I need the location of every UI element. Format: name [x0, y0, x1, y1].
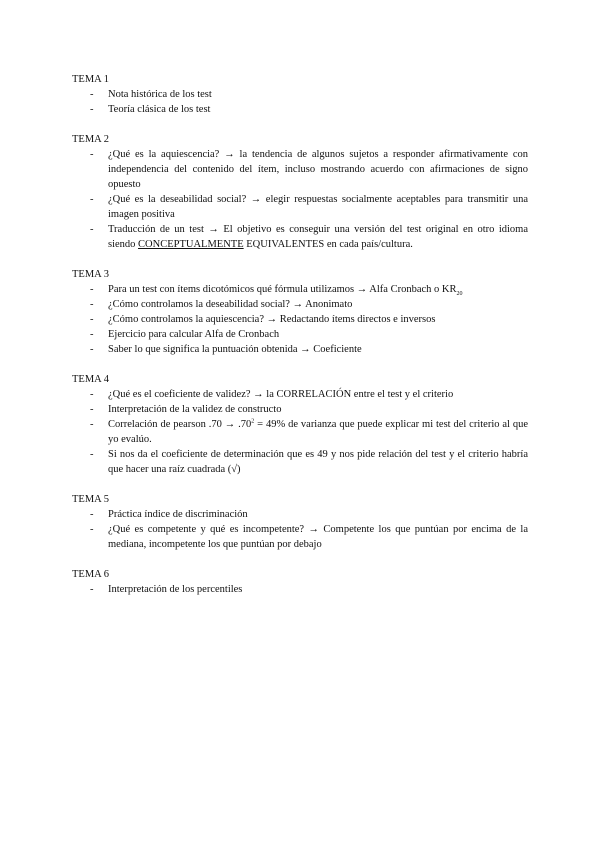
underlined-term: CONCEPTUALMENTE — [138, 239, 244, 250]
item-list — [72, 282, 528, 357]
list-item: - ¿Cómo controlamos la deseabilidad social? → Anonimato — [72, 297, 528, 312]
item-text: Para un test con ítems dicotómicos qué fórmula utilizamos → Alfa Cronbach o KR — [108, 284, 457, 295]
section-title: TEMA 3 — [72, 269, 110, 280]
list-item — [72, 417, 528, 447]
section-title: TEMA 6 — [72, 569, 110, 580]
section-title: TEMA 5 — [72, 494, 110, 505]
section-title: TEMA 4 — [72, 374, 110, 385]
list-item: - Práctica índice de discriminación — [72, 507, 528, 522]
list-item — [72, 222, 528, 252]
item-text: Traducción de un test → El objetivo es conseguir una versión del test original en otro idioma siendo — [108, 224, 528, 250]
list-item: - ¿Cómo controlamos la aquiescencia? → Redactando ítems directos e inversos — [72, 312, 528, 327]
list-item: - Interpretación de la validez de constructo — [72, 402, 528, 417]
item-list — [72, 387, 528, 477]
item-text: = 49% de varianza que puede explicar mi test del criterio al que yo evalúo. — [108, 419, 528, 445]
superscript: 2 — [251, 418, 255, 425]
item-list — [72, 507, 528, 552]
list-item: - Si nos da el coeficiente de determinación que es 49 y nos pide relación del test y el criterio habría que hacer una raíz cuadrada (√) — [72, 447, 528, 477]
item-list — [72, 582, 528, 597]
section-tema-4 — [72, 372, 528, 477]
list-item: - Nota histórica de los test — [72, 87, 528, 102]
list-item: - Ejercicio para calcular Alfa de Cronbach — [72, 327, 528, 342]
section-tema-5 — [72, 492, 528, 552]
list-item: - ¿Qué es el coeficiente de validez? → la CORRELACIÓN entre el test y el criterio — [72, 387, 528, 402]
item-list — [72, 147, 528, 252]
section-tema-6 — [72, 567, 528, 597]
item-text: EQUIVALENTES en cada país/cultura. — [243, 239, 413, 250]
section-title: TEMA 1 — [72, 74, 110, 85]
list-item — [72, 282, 528, 297]
item-text: Correlación de pearson .70 → .70 — [108, 419, 252, 430]
list-item: - Interpretación de los percentiles — [72, 582, 528, 597]
section-title: TEMA 2 — [72, 134, 110, 145]
document-content — [72, 72, 528, 612]
section-tema-3 — [72, 267, 528, 357]
section-tema-1 — [72, 72, 528, 117]
subscript: 20 — [456, 291, 463, 298]
item-list — [72, 87, 528, 117]
list-item: - ¿Qué es la deseabilidad social? → elegir respuestas socialmente aceptables para transmitir una imagen positiva — [72, 192, 528, 222]
list-item: - ¿Qué es la aquiescencia? → la tendencia de algunos sujetos a responder afirmativamente con independencia del contenido del ítem, incluso mostrando acuerdo con afirmaciones de signo opuesto — [72, 147, 528, 192]
list-item: - Teoría clásica de los test — [72, 102, 528, 117]
list-item: - Saber lo que significa la puntuación obtenida → Coeficiente — [72, 342, 528, 357]
section-tema-2 — [72, 132, 528, 252]
list-item: - ¿Qué es competente y qué es incompetente? → Competente los que puntúan por encima de la mediana, incompetente los que puntúan por debajo — [72, 522, 528, 552]
